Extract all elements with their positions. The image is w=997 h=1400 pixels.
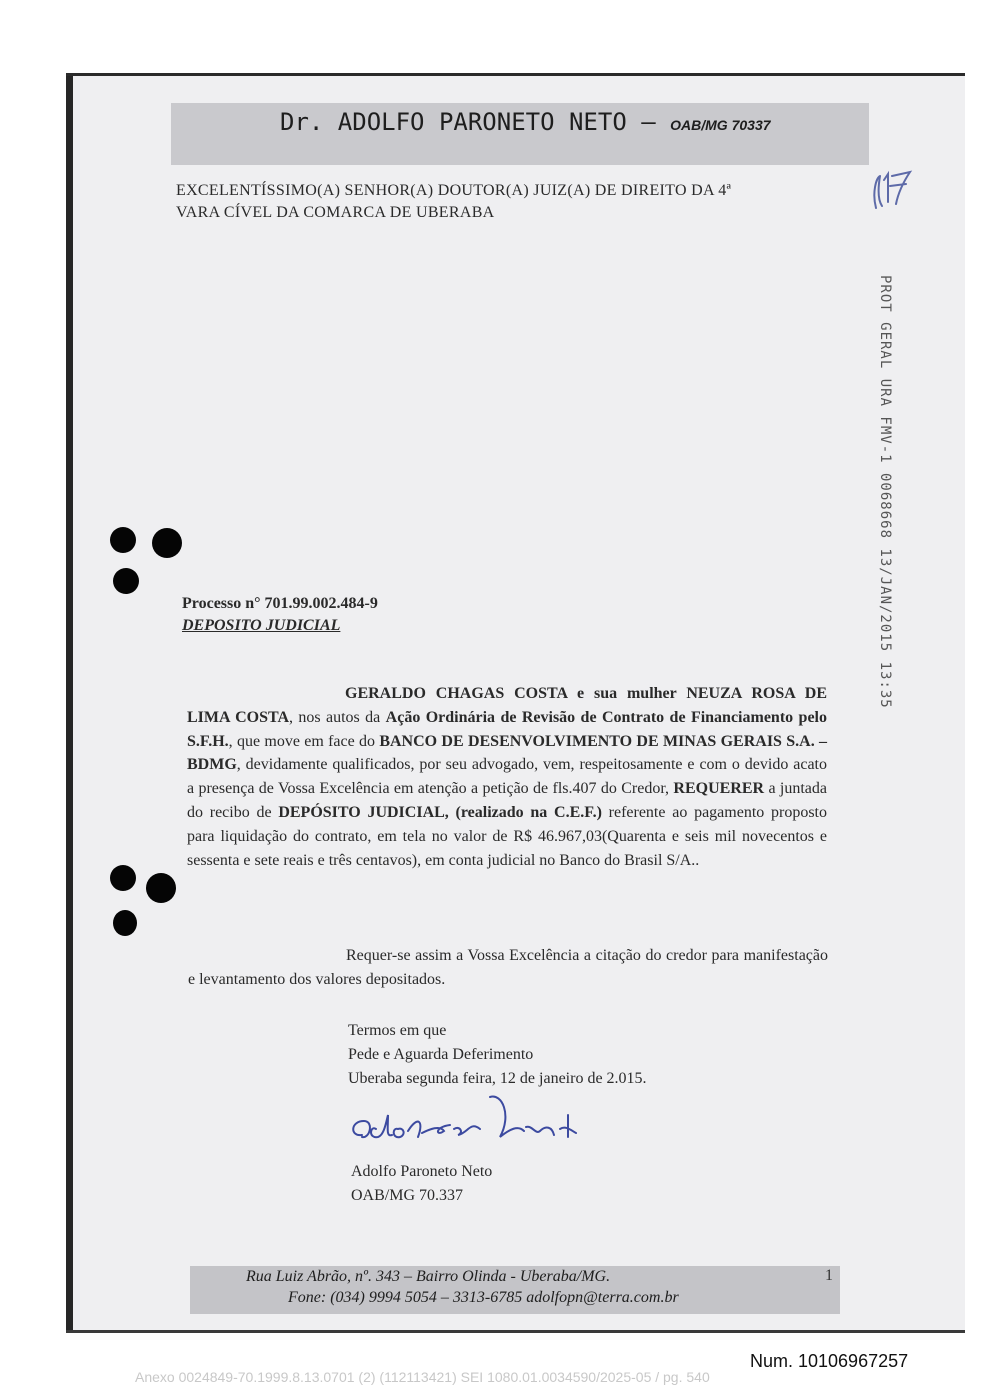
requerer-word: REQUERER (673, 780, 765, 798)
closing-date: Uberaba segunda feira, 12 de janeiro de 2.015. (348, 1070, 647, 1087)
parties-names: GERALDO CHAGAS COSTA e sua mulher NEUZA ROSA DE LIMA COSTA (187, 685, 827, 726)
punch-hole (113, 910, 137, 936)
body-text: referente ao pagamento proposto para liquidação do contrato, em tela no valor de R$ 46.967,03(Quarenta e seis mil novecentos e sessenta e sete reais e três centavos), em conta judicial no Banco do Brasil S/A.. (187, 803, 827, 869)
page-number: 1 (825, 1267, 833, 1284)
punch-hole (113, 568, 139, 594)
footer-contact: Fone: (034) 9994 5054 – 3313-6785 adolfopn@terra.com.br (288, 1289, 679, 1306)
signer-name: Adolfo Paroneto Neto (351, 1163, 493, 1180)
punch-hole (110, 527, 136, 553)
signer-block (351, 1160, 492, 1208)
signer-oab: OAB/MG 70.337 (351, 1187, 464, 1204)
processo-number: Processo n° 701.99.002.484-9 (182, 595, 378, 612)
scan-bottom-edge (66, 1330, 965, 1333)
lawyer-name: Dr. ADOLFO PARONETO NETO – (280, 108, 656, 136)
deposit-type: DEPÓSITO JUDICIAL, (realizado na C.E.F.) (278, 803, 602, 821)
annex-reference: Anexo 0024849-70.1999.8.13.0701 (2) (112113421) SEI 1080.01.0034590/2025-05 / pg. 540 (135, 1369, 710, 1385)
request-paragraph: Requer-se assim a Vossa Excelência a citação do credor para manifestação e levantamento dos valores depositados. (188, 947, 828, 988)
letterhead-title (280, 108, 771, 136)
addressee-line-1: EXCELENTÍSSIMO(A) SENHOR(A) DOUTOR(A) JUIZ(A) DE DIREITO DA 4ª (176, 182, 732, 199)
protocol-stamp (871, 275, 895, 709)
handwritten-signature (340, 1085, 600, 1165)
action-name: Ação Ordinária de Revisão de Contrato de Financiamento pelo S.F.H. (187, 708, 827, 750)
footer-address: Rua Luiz Abrão, nº. 343 – Bairro Olinda - Uberaba/MG. (246, 1268, 611, 1285)
document-num: Num. 10106967257 (750, 1351, 909, 1371)
punch-hole (110, 865, 136, 891)
closing-block (348, 1019, 647, 1091)
body-text: , devidamente qualificados, por seu advogado, vem, respeitosamente e com o devido acato a presença de Vossa Excelência em atenção a petição de fls.407 do Credor, (187, 756, 827, 798)
protocol-stamp-text: PROT GERAL URA FMV-1 0068668 13/JAN/2015 13:35 (877, 275, 893, 709)
body-text: , que move em face do (228, 732, 380, 750)
scan-top-edge (66, 73, 965, 76)
processo-subject: DEPOSITO JUDICIAL (182, 617, 341, 634)
handwritten-page-number (870, 168, 940, 218)
body-text: , nos autos da (289, 708, 386, 726)
defendant-name: BANCO DE DESENVOLVIMENTO DE MINAS GERAIS S.A. – BDMG (187, 732, 828, 774)
addressee-line-2: VARA CÍVEL DA COMARCA DE UBERABA (176, 204, 495, 221)
closing-line-2: Pede e Aguarda Deferimento (348, 1046, 534, 1063)
addressee (176, 180, 731, 224)
lawyer-oab: OAB/MG 70337 (670, 117, 771, 133)
closing-line-1: Termos em que (348, 1022, 447, 1039)
punch-hole (152, 528, 182, 558)
main-paragraph (187, 682, 827, 872)
punch-hole (146, 873, 176, 903)
body-text: a juntada do recibo de (187, 780, 827, 821)
